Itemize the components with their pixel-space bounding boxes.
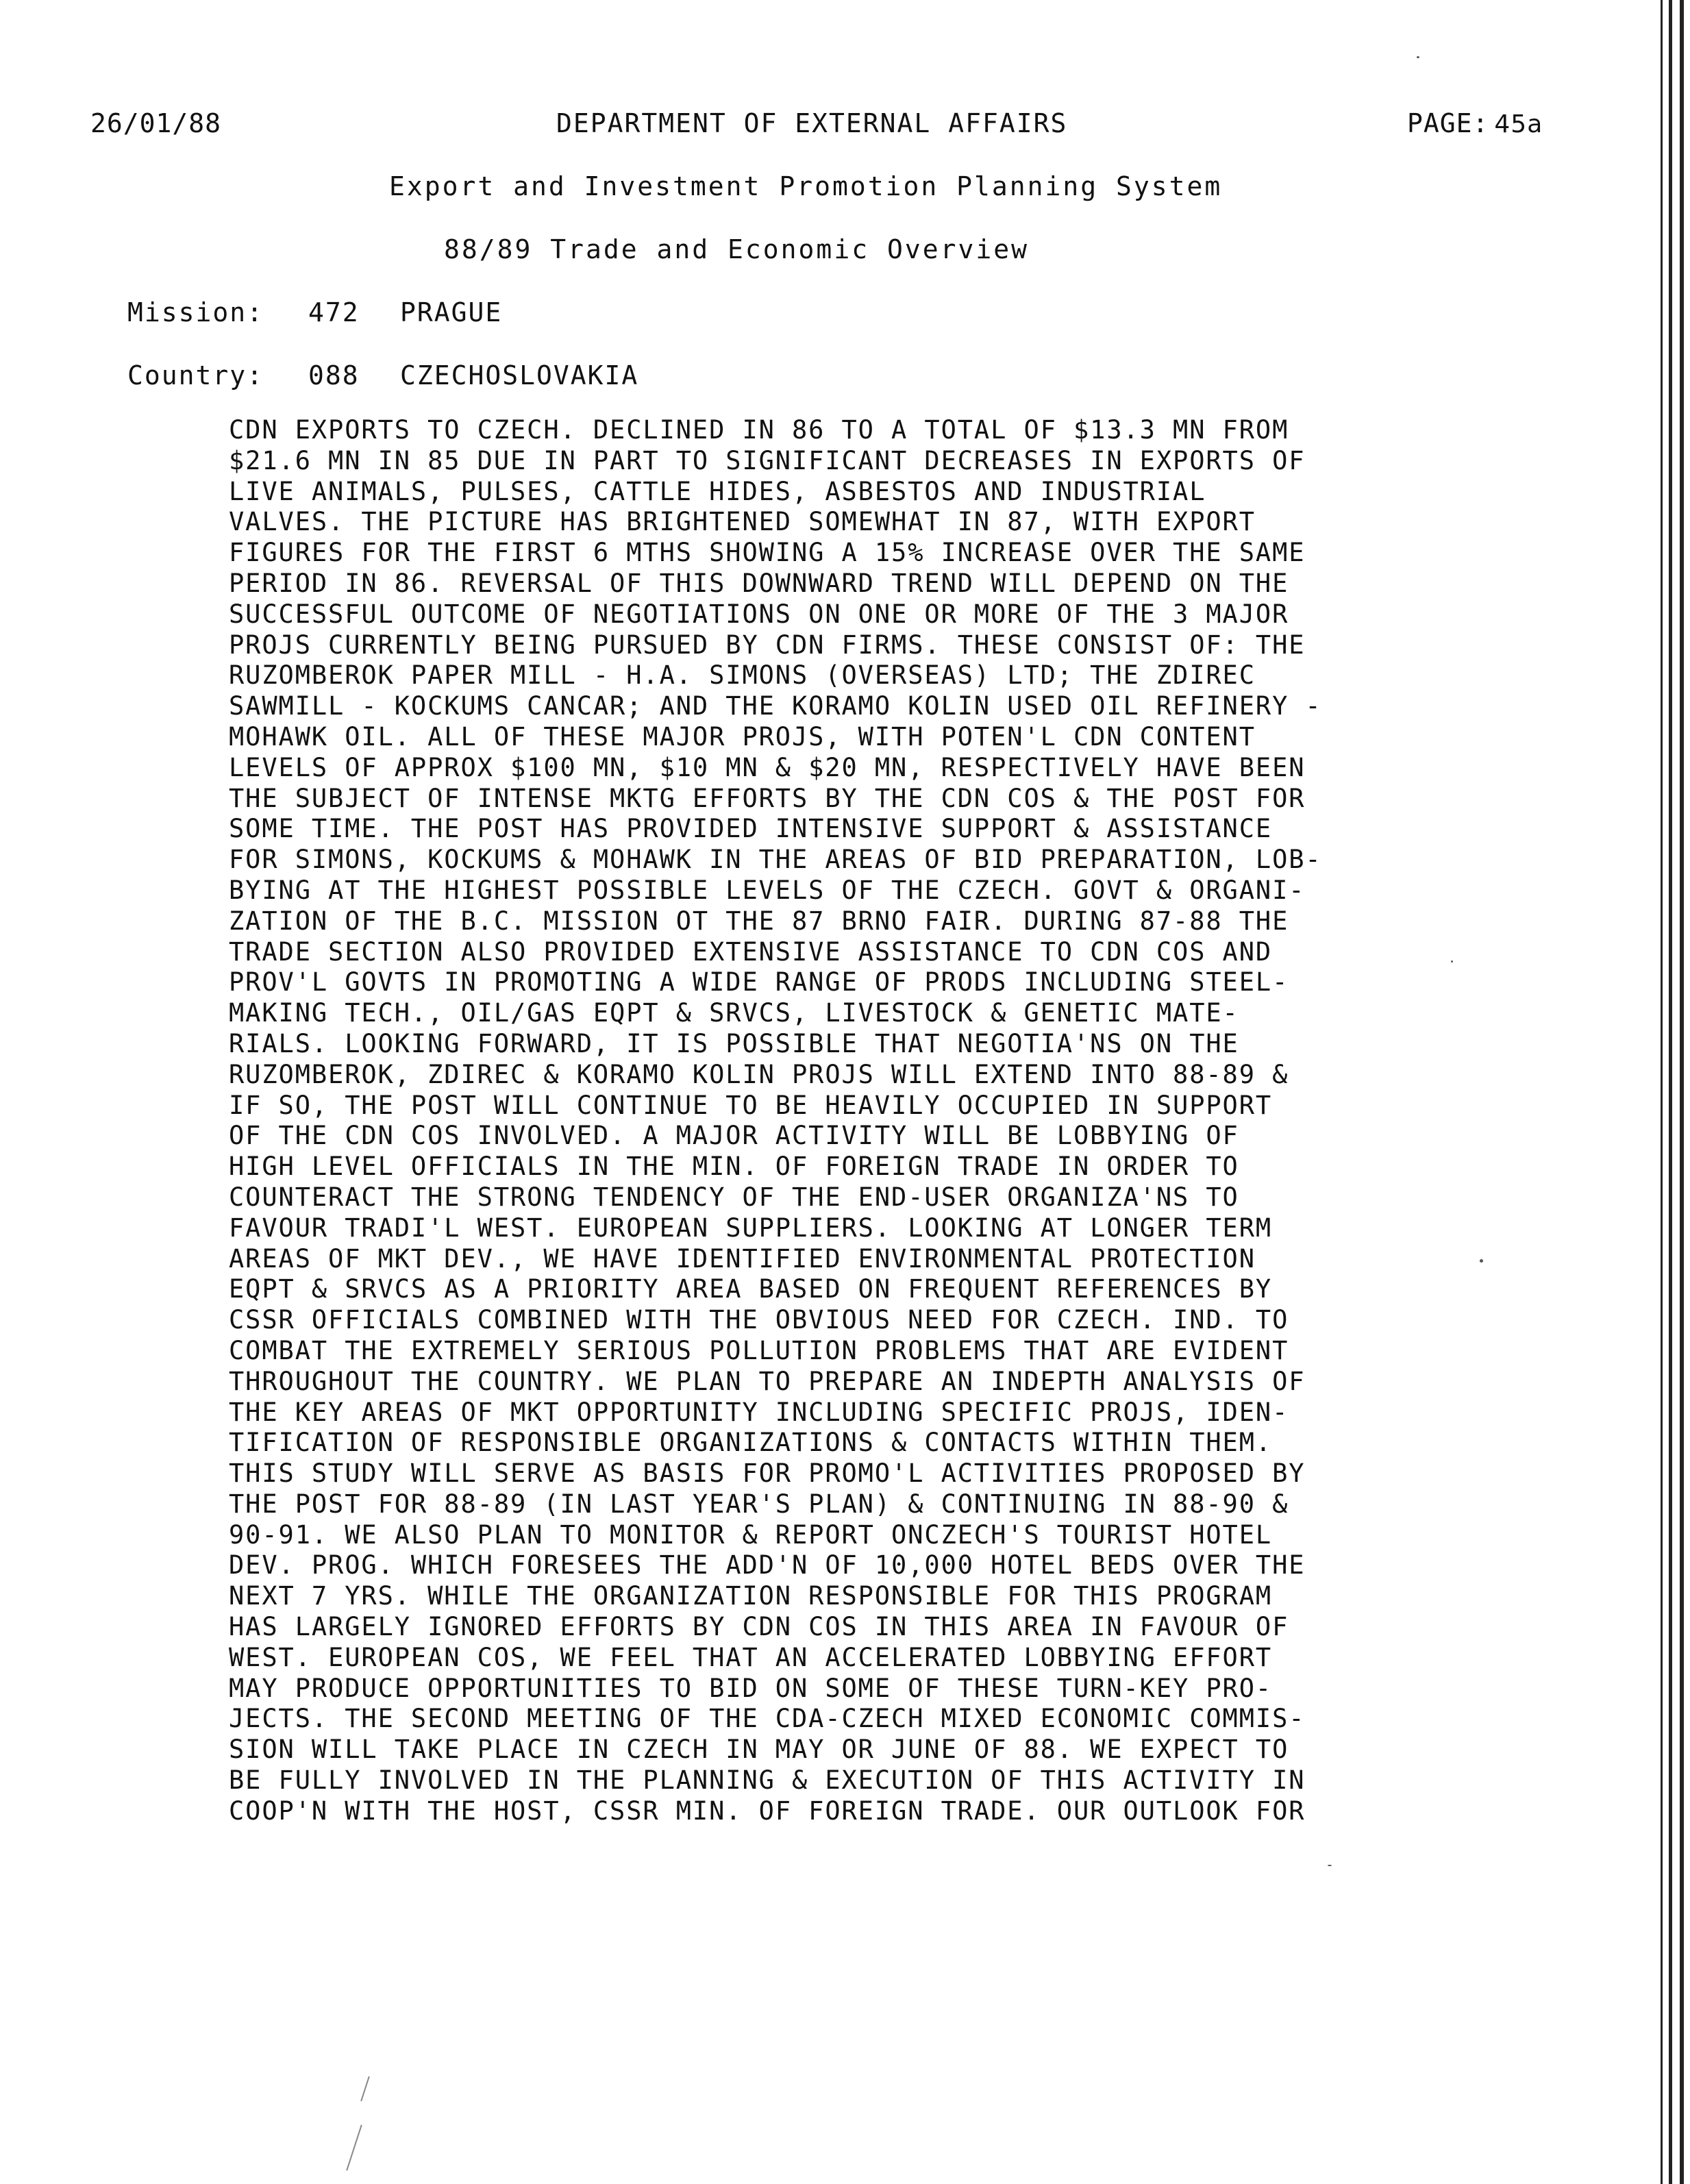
- body-line: MAKING TECH., OIL/GAS EQPT & SRVCS, LIVESTOCK & GENETIC MATE-: [229, 998, 1239, 1028]
- body-line: $21.6 MN IN 85 DUE IN PART TO SIGNIFICANT DECREASES IN EXPORTS OF: [229, 445, 1306, 475]
- body-line: RUZOMBEROK, ZDIREC & KORAMO KOLIN PROJS WILL EXTEND INTO 88-89 &: [229, 1059, 1289, 1089]
- body-line: FAVOUR TRADI'L WEST. EUROPEAN SUPPLIERS. LOOKING AT LONGER TERM: [229, 1213, 1273, 1243]
- scan-speck: [1417, 56, 1419, 58]
- body-line: HAS LARGELY IGNORED EFFORTS BY CDN COS IN THIS AREA IN FAVOUR OF: [229, 1612, 1289, 1642]
- department-title: DEPARTMENT OF EXTERNAL AFFAIRS: [556, 108, 1068, 138]
- body-line: CSSR OFFICIALS COMBINED WITH THE OBVIOUS NEED FOR CZECH. IND. TO: [229, 1305, 1289, 1335]
- body-line: SUCCESSFUL OUTCOME OF NEGOTIATIONS ON ONE OR MORE OF THE 3 MAJOR: [229, 599, 1289, 629]
- scan-speck: [1480, 1259, 1483, 1263]
- body-line: CDN EXPORTS TO CZECH. DECLINED IN 86 TO A TOTAL OF $13.3 MN FROM: [229, 415, 1289, 445]
- body-line: PERIOD IN 86. REVERSAL OF THIS DOWNWARD TREND WILL DEPEND ON THE: [229, 568, 1289, 598]
- body-line: AREAS OF MKT DEV., WE HAVE IDENTIFIED ENVIRONMENTAL PROTECTION: [229, 1243, 1256, 1274]
- body-line: COOP'N WITH THE HOST, CSSR MIN. OF FOREIGN TRADE. OUR OUTLOOK FOR: [229, 1796, 1306, 1826]
- body-line: OF THE CDN COS INVOLVED. A MAJOR ACTIVITY WILL BE LOBBYING OF: [229, 1121, 1239, 1151]
- body-line: EQPT & SRVCS AS A PRIORITY AREA BASED ON FREQUENT REFERENCES BY: [229, 1274, 1273, 1304]
- body-line: FIGURES FOR THE FIRST 6 MTHS SHOWING A 15% INCREASE OVER THE SAME: [229, 538, 1306, 568]
- body-line: 90-91. WE ALSO PLAN TO MONITOR & REPORT ONCZECH'S TOURIST HOTEL: [229, 1519, 1273, 1550]
- body-line: COMBAT THE EXTREMELY SERIOUS POLLUTION PROBLEMS THAT ARE EVIDENT: [229, 1335, 1289, 1365]
- page-edge-line: [1680, 0, 1684, 2184]
- body-line: SOME TIME. THE POST HAS PROVIDED INTENSIVE SUPPORT & ASSISTANCE: [229, 814, 1273, 844]
- country-label: Country:: [127, 360, 264, 390]
- body-line: RUZOMBEROK PAPER MILL - H.A. SIMONS (OVERSEAS) LTD; THE ZDIREC: [229, 660, 1256, 691]
- body-line: TIFICATION OF RESPONSIBLE ORGANIZATIONS & CONTACTS WITHIN THEM.: [229, 1428, 1273, 1458]
- page-label: PAGE:: [1407, 108, 1489, 138]
- page-edge-line: [1669, 0, 1672, 2184]
- country-row: [127, 360, 638, 390]
- body-line: WEST. EUROPEAN COS, WE FEEL THAT AN ACCELERATED LOBBYING EFFORT: [229, 1642, 1273, 1672]
- body-line: RIALS. LOOKING FORWARD, IT IS POSSIBLE THAT NEGOTIA'NS ON THE: [229, 1028, 1239, 1058]
- body-line: MAY PRODUCE OPPORTUNITIES TO BID ON SOME OF THESE TURN-KEY PRO-: [229, 1673, 1273, 1703]
- overview-title: 88/89 Trade and Economic Overview: [444, 234, 1029, 264]
- scan-scratch: [360, 2076, 370, 2102]
- body-line: VALVES. THE PICTURE HAS BRIGHTENED SOMEWHAT IN 87, WITH EXPORT: [229, 507, 1256, 537]
- report-date: 26/01/88: [90, 108, 222, 138]
- body-line: FOR SIMONS, KOCKUMS & MOHAWK IN THE AREAS OF BID PREPARATION, LOB-: [229, 845, 1322, 875]
- page-indicator: [1407, 108, 1543, 138]
- body-line: PROJS CURRENTLY BEING PURSUED BY CDN FIRMS. THESE CONSIST OF: THE: [229, 630, 1306, 660]
- mission-name: PRAGUE: [400, 297, 503, 327]
- body-line: LIVE ANIMALS, PULSES, CATTLE HIDES, ASBESTOS AND INDUSTRIAL: [229, 476, 1206, 506]
- body-line: PROV'L GOVTS IN PROMOTING A WIDE RANGE OF PRODS INCLUDING STEEL-: [229, 967, 1289, 997]
- body-line: BYING AT THE HIGHEST POSSIBLE LEVELS OF THE CZECH. GOVT & ORGANI-: [229, 875, 1306, 905]
- body-paragraph: [229, 415, 1654, 1827]
- body-line: THE POST FOR 88-89 (IN LAST YEAR'S PLAN) & CONTINUING IN 88-90 &: [229, 1489, 1289, 1519]
- body-line: THROUGHOUT THE COUNTRY. WE PLAN TO PREPARE AN INDEPTH ANALYSIS OF: [229, 1366, 1306, 1396]
- scan-speck: [1451, 960, 1453, 963]
- body-line: SAWMILL - KOCKUMS CANCAR; AND THE KORAMO KOLIN USED OIL REFINERY -: [229, 691, 1322, 721]
- body-line: JECTS. THE SECOND MEETING OF THE CDA-CZECH MIXED ECONOMIC COMMIS-: [229, 1704, 1306, 1734]
- scan-speck: [1328, 1865, 1332, 1866]
- body-line: COUNTERACT THE STRONG TENDENCY OF THE END-USER ORGANIZA'NS TO: [229, 1182, 1239, 1212]
- country-name: CZECHOSLOVAKIA: [400, 360, 639, 390]
- body-line: THIS STUDY WILL SERVE AS BASIS FOR PROMO'L ACTIVITIES PROPOSED BY: [229, 1459, 1306, 1489]
- country-code: 088: [308, 360, 360, 390]
- page-number: 45a: [1494, 110, 1543, 138]
- body-line: MOHAWK OIL. ALL OF THESE MAJOR PROJS, WITH POTEN'L CDN CONTENT: [229, 721, 1256, 752]
- body-line: THE SUBJECT OF INTENSE MKTG EFFORTS BY THE CDN COS & THE POST FOR: [229, 783, 1306, 813]
- mission-label: Mission:: [127, 297, 264, 327]
- body-line: ZATION OF THE B.C. MISSION OT THE 87 BRNO FAIR. DURING 87-88 THE: [229, 906, 1289, 936]
- body-line: THE KEY AREAS OF MKT OPPORTUNITY INCLUDING SPECIFIC PROJS, IDEN-: [229, 1397, 1289, 1427]
- body-line: DEV. PROG. WHICH FORESEES THE ADD'N OF 10,000 HOTEL BEDS OVER THE: [229, 1550, 1306, 1580]
- page-edge-line: [1661, 0, 1663, 2184]
- system-title: Export and Investment Promotion Planning System: [389, 171, 1223, 201]
- mission-row: [127, 297, 502, 327]
- body-line: HIGH LEVEL OFFICIALS IN THE MIN. OF FOREIGN TRADE IN ORDER TO: [229, 1152, 1239, 1182]
- body-line: IF SO, THE POST WILL CONTINUE TO BE HEAVILY OCCUPIED IN SUPPORT: [229, 1090, 1273, 1120]
- body-line: BE FULLY INVOLVED IN THE PLANNING & EXECUTION OF THIS ACTIVITY IN: [229, 1765, 1306, 1796]
- mission-code: 472: [308, 297, 360, 327]
- scan-scratch: [346, 2124, 362, 2170]
- body-line: LEVELS OF APPROX $100 MN, $10 MN & $20 MN, RESPECTIVELY HAVE BEEN: [229, 752, 1306, 782]
- body-line: NEXT 7 YRS. WHILE THE ORGANIZATION RESPONSIBLE FOR THIS PROGRAM: [229, 1581, 1273, 1611]
- body-line: TRADE SECTION ALSO PROVIDED EXTENSIVE ASSISTANCE TO CDN COS AND: [229, 936, 1273, 967]
- body-line: SION WILL TAKE PLACE IN CZECH IN MAY OR JUNE OF 88. WE EXPECT TO: [229, 1735, 1289, 1765]
